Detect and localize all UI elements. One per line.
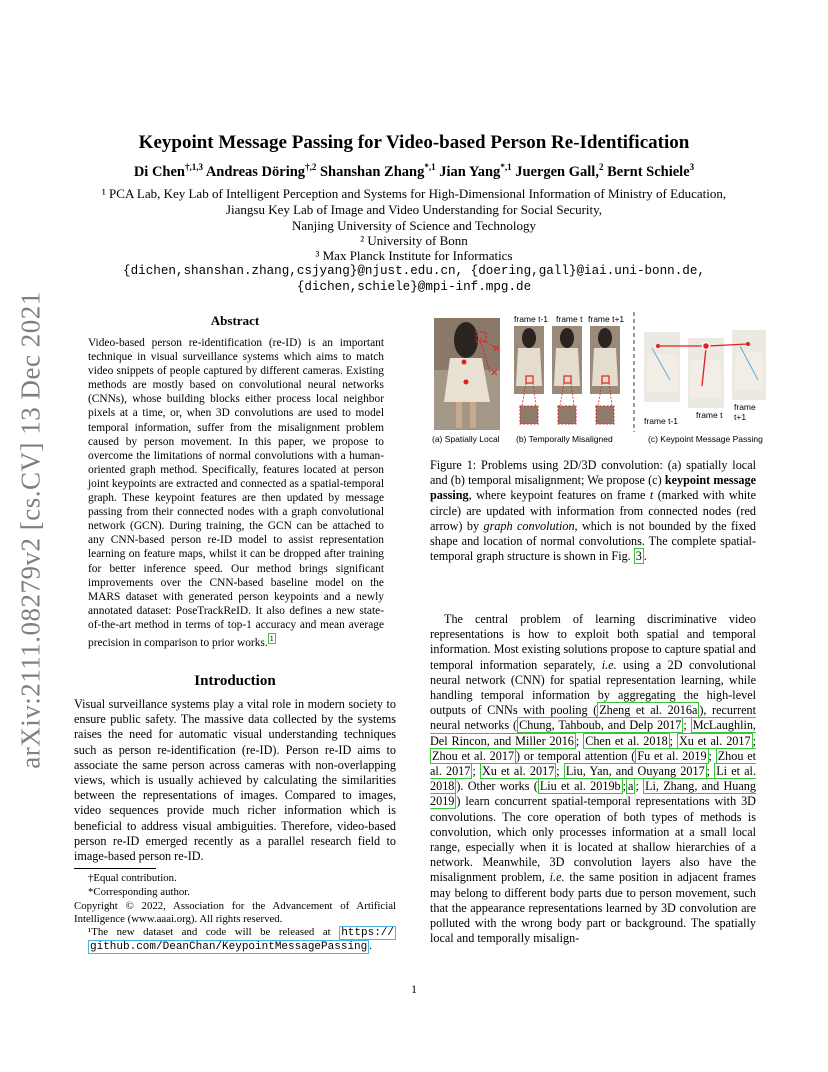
introduction-heading: Introduction	[194, 673, 276, 689]
subfigure-b-label: (b) Temporally Misaligned	[516, 434, 613, 444]
subfigure-c-label: (c) Keypoint Message Passing	[648, 434, 763, 444]
arxiv-sidebar	[10, 290, 52, 770]
caption-part: , which is not bounded by the fixed shape and location of normal convolutions. The complete spatial-temporal graph structure is shown in Fig.	[430, 518, 756, 564]
svg-text:✕: ✕	[492, 344, 501, 355]
introduction-text: Visual surveillance systems play a vital role in modern society to ensure public safety. The massive data collected by the systems raises the need for automatic visual understanding techniques such as person re-identification (re-ID). Person re-ID aims to associate the same person across cameras with non-overlapping views, which is usually achieved by calculating the similarities between the representations of images. Compared to images, video sequences provide much richer information which is beneficial to address visual ambiguities. Therefore, video-based person re-ID emerged recently as a parallel research field to image-based person re-ID.	[74, 697, 396, 864]
citation-link[interactable]: Fu et al. 2019	[637, 748, 707, 763]
citation-link[interactable]: Li, Zhang, and Huang 2019	[430, 779, 756, 809]
label-frame-tp1-c: frame t+1	[734, 402, 756, 422]
keypoint-message-passing-frames	[644, 330, 766, 408]
label-frame-tm1-c: frame t-1	[644, 416, 679, 426]
page-number: 1	[411, 982, 417, 996]
citation-link[interactable]: Liu, Yan, and Ouyang 2017	[565, 764, 705, 779]
author-list: Di Chen$^{\dagger,1,3}$ Andreas Döring$^{\dagger,2}$ Shanshan Zhang$^{*,1}$ Jian Yang$^{*,1}$ Juergen Gall,$^2$ Bernt Schiele$^3$	[133, 162, 695, 180]
citation-link[interactable]: Zheng et al. 2016a	[599, 703, 698, 718]
caption-part: , where keypoint features on frame	[468, 488, 650, 503]
citation-link[interactable]: Li et al. 2018	[430, 764, 756, 794]
citation-link[interactable]: Liu et al. 2019b	[539, 779, 621, 794]
footnote-equal: †Equal contribution.	[88, 872, 177, 884]
affiliation-line-5: ³ Max Planck Institute for Informatics	[315, 248, 513, 263]
caption-italic: graph convolution	[483, 518, 575, 533]
abstract-text: Video-based person re-identification (re-ID) is an important technique in visual surveillance systems which aims to match video snippets of people captured by different cameras. Existing methods are mostly based on convolutional neural networks (CNNs), whose building blocks either process local neighbor pixels at a time, or, when 3D convolutions are used to model temporal information, suffer from the misalignment problem caused by person movement. In this paper, we propose to overcome the limitations of normal convolutions with a human-oriented graph method. Specifically, features located at person joint keypoints are extracted and connected as a spatial-temporal graph. These keypoint features are then updated by message passing from their connected nodes with a graph convolutional network (GCN). During training, the GCN can be attached to any CNN-based person re-ID model to assist representation learning on feature maps, whilst it can be dropped after training for better inference speed. Our method brings significant improvements over the CNN-based baseline model on the MARS dataset with generated person keypoints and a newly annotated dataset: PoseTrackReID. It also defines a new state-of-the-art method in terms of top-1 accuracy and mean average precision in comparison to prior works.	[88, 337, 384, 649]
label-frame-tm1-b: frame t-1	[514, 314, 549, 324]
caption-part: Figure 1: Problems using 2D/3D convolution: (a) spatially local and (b) temporal misalignment; We propose (c)	[430, 458, 756, 488]
arxiv-identifier: arXiv:2111.08279v2 [cs.CV] 13 Dec 2021	[15, 291, 46, 769]
caption-bold: keypoint message passing	[430, 473, 756, 503]
footnote-code-suffix: .	[369, 940, 372, 953]
right-column-text: The central problem of learning discriminative video representations is how to exploit both spatial and temporal information. Most existing solutions propose to capture spatial and temporal information separately, i.e. using a 2D convolutional neural network (CNN) for spatial representation learning, while handling temporal information by aggregating the high-level outputs of CNNs with pooling ( Zheng et al. 2016a ), recurrent neural networks ( Chung, Tahboub, and Delp 2017 ; McLaughlin, Del Rincon, and Miller 2016 ; Chen et al. 2018 ; Xu et al. 2017 ; Zhou et al. 2017 ) or temporal attention ( Fu et al. 2019 ; Zhou et al. 2017 ; Xu et al. 2017 ; Liu, Yan, and Ouyang 2017 ; Li et al. 2018 ). Other works ( Liu et al. 2019b ; a ; Li, Zhang, and Huang 2019 ) learn concurrent spatial-temporal representations with 3D convolutions. The core operation of both types of methods is convolution, which only processes information at a small local range, especially when it is located at shallow hierarchies of a network. Meanwhile, 3D convolution layers also have the misalignment problem, i.e. the same position in adjacent frames may belong to different body parts due to person movement, such that the appearance representations learned by 3D convolution are polluted with the wrong body part or background. The spatially local and temporally misalign-	[430, 612, 757, 946]
code-url-link-1[interactable]: https://	[341, 927, 394, 939]
figure-1-caption	[430, 458, 756, 564]
affiliation-line-1: ¹ PCA Lab, Key Lab of Intelligent Perception and Systems for High-Dimensional Information of Ministry of Education,	[101, 186, 727, 201]
figure-1-illustration	[430, 310, 768, 450]
caption-italic-t: t	[649, 488, 654, 503]
citation-link[interactable]: Zhou et al. 2017	[432, 748, 515, 763]
subfigure-a-label: (a) Spatially Local	[432, 434, 500, 444]
affiliation-line-4: ² University of Bonn	[360, 233, 468, 248]
label-frame-t-c: frame t	[696, 410, 723, 420]
caption-part: (marked with white circle) are updated with information from connected nodes (red arrow) by	[430, 488, 756, 533]
affiliation-line-2: Jiangsu Key Lab of Image and Video Understanding for Social Security,	[225, 202, 603, 217]
paper-title: Keypoint Message Passing for Video-based Person Re-Identification	[138, 132, 690, 153]
label-frame-tp1-b: frame t+1	[588, 314, 625, 324]
abstract-body	[88, 336, 384, 650]
email-line-2: {dichen,schiele}@mpi-inf.mpg.de	[296, 280, 532, 294]
figure-1	[430, 310, 768, 450]
code-url-link-2[interactable]: github.com/DeanChan/KeypointMessagePassing	[90, 941, 368, 954]
citation-link[interactable]: a	[628, 779, 634, 794]
footnote-code-text: ¹The new dataset and code will be released at	[88, 926, 340, 938]
footnote-divider	[74, 868, 156, 869]
svg-text:✕: ✕	[490, 368, 499, 379]
citation-link[interactable]: Xu et al. 2017	[481, 764, 555, 779]
copyright-notice: Copyright © 2022, Association for the Advancement of Artificial Intelligence (www.aaai.org). All rights reserved.	[74, 900, 396, 926]
citation-link[interactable]: Zhou et al. 2017	[430, 748, 756, 779]
footnote-link[interactable]: 1	[269, 633, 274, 643]
figure-3-ref-link[interactable]: 3	[635, 549, 642, 564]
caption-part: .	[643, 549, 647, 564]
footnote-code	[74, 926, 396, 954]
label-frame-t-b: frame t	[556, 314, 583, 324]
footnote-corresponding: *Corresponding author.	[88, 886, 190, 898]
affiliation-line-3: Nanjing University of Science and Technology	[292, 218, 536, 233]
citation-link[interactable]: Chung, Tahboub, and Delp 2017	[519, 718, 682, 733]
abstract-heading: Abstract	[210, 313, 260, 328]
citation-link[interactable]: McLaughlin, Del Rincon, and Miller 2016	[430, 718, 756, 748]
temporally-misaligned-frames	[514, 326, 620, 424]
citation-link[interactable]: Xu et al. 2017	[678, 733, 751, 748]
citation-link[interactable]: Chen et al. 2018	[585, 733, 668, 748]
email-line-1: {dichen,shanshan.zhang,csjyang}@njust.edu.cn, {doering,gall}@iai.uni-bonn.de,	[123, 264, 705, 278]
